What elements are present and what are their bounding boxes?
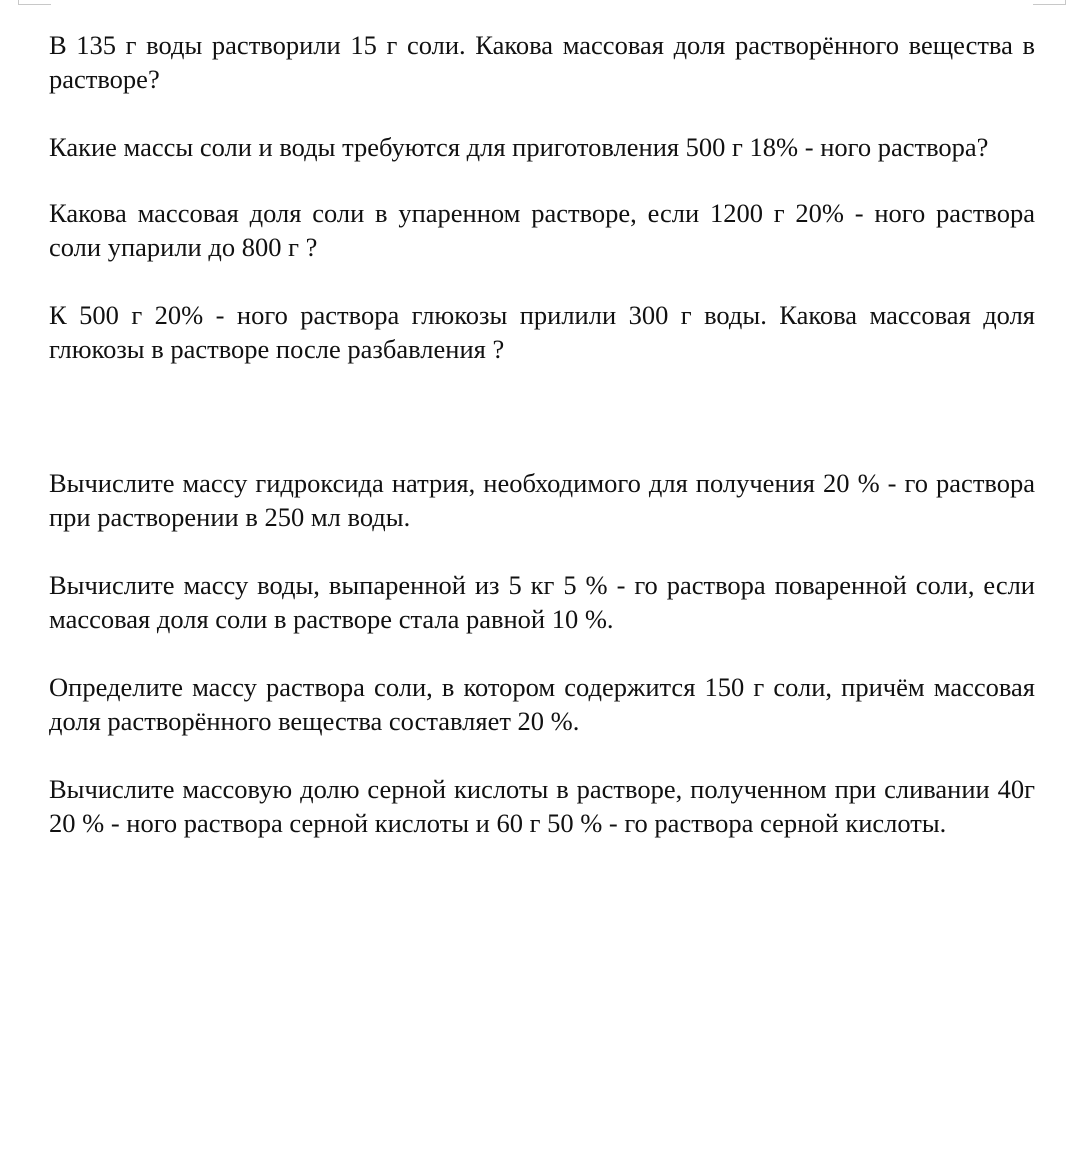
task-7: Определите массу раствора соли, в котором содержится 150 г соли, причём массовая доля растворённого вещества составляет 20 %. <box>49 672 1035 736</box>
task-6: Вычислите массу воды, выпаренной из 5 кг 5 % - го раствора поваренной соли, если массовая доля соли в растворе стала равной 10 %. <box>49 570 1035 634</box>
document-page <box>49 28 1035 840</box>
task-2: Какие массы соли и воды требуются для приготовления 500 г 18% - ного раствора? <box>49 132 989 162</box>
task-8: Вычислите массовую долю серной кислоты в растворе, полученном при сливании 40г 20 % - ного раствора серной кислоты и 60 г 50 % - го раствора серной кислоты. <box>49 774 1035 838</box>
crop-mark-left <box>18 0 51 5</box>
task-5: Вычислите массу гидроксида натрия, необходимого для получения 20 % - го раствора при растворении в 250 мл воды. <box>49 468 1035 532</box>
crop-mark-right <box>1033 0 1066 5</box>
task-4: К 500 г 20% - ного раствора глюкозы прилили 300 г воды. Какова массовая доля глюкозы в растворе после разбавления ? <box>49 300 1035 364</box>
task-3: Какова массовая доля соли в упаренном растворе, если 1200 г 20% - ного раствора соли упарили до 800 г ? <box>49 198 1035 262</box>
task-1: В 135 г воды растворили 15 г соли. Какова массовая доля растворённого вещества в растворе? <box>49 30 1035 94</box>
